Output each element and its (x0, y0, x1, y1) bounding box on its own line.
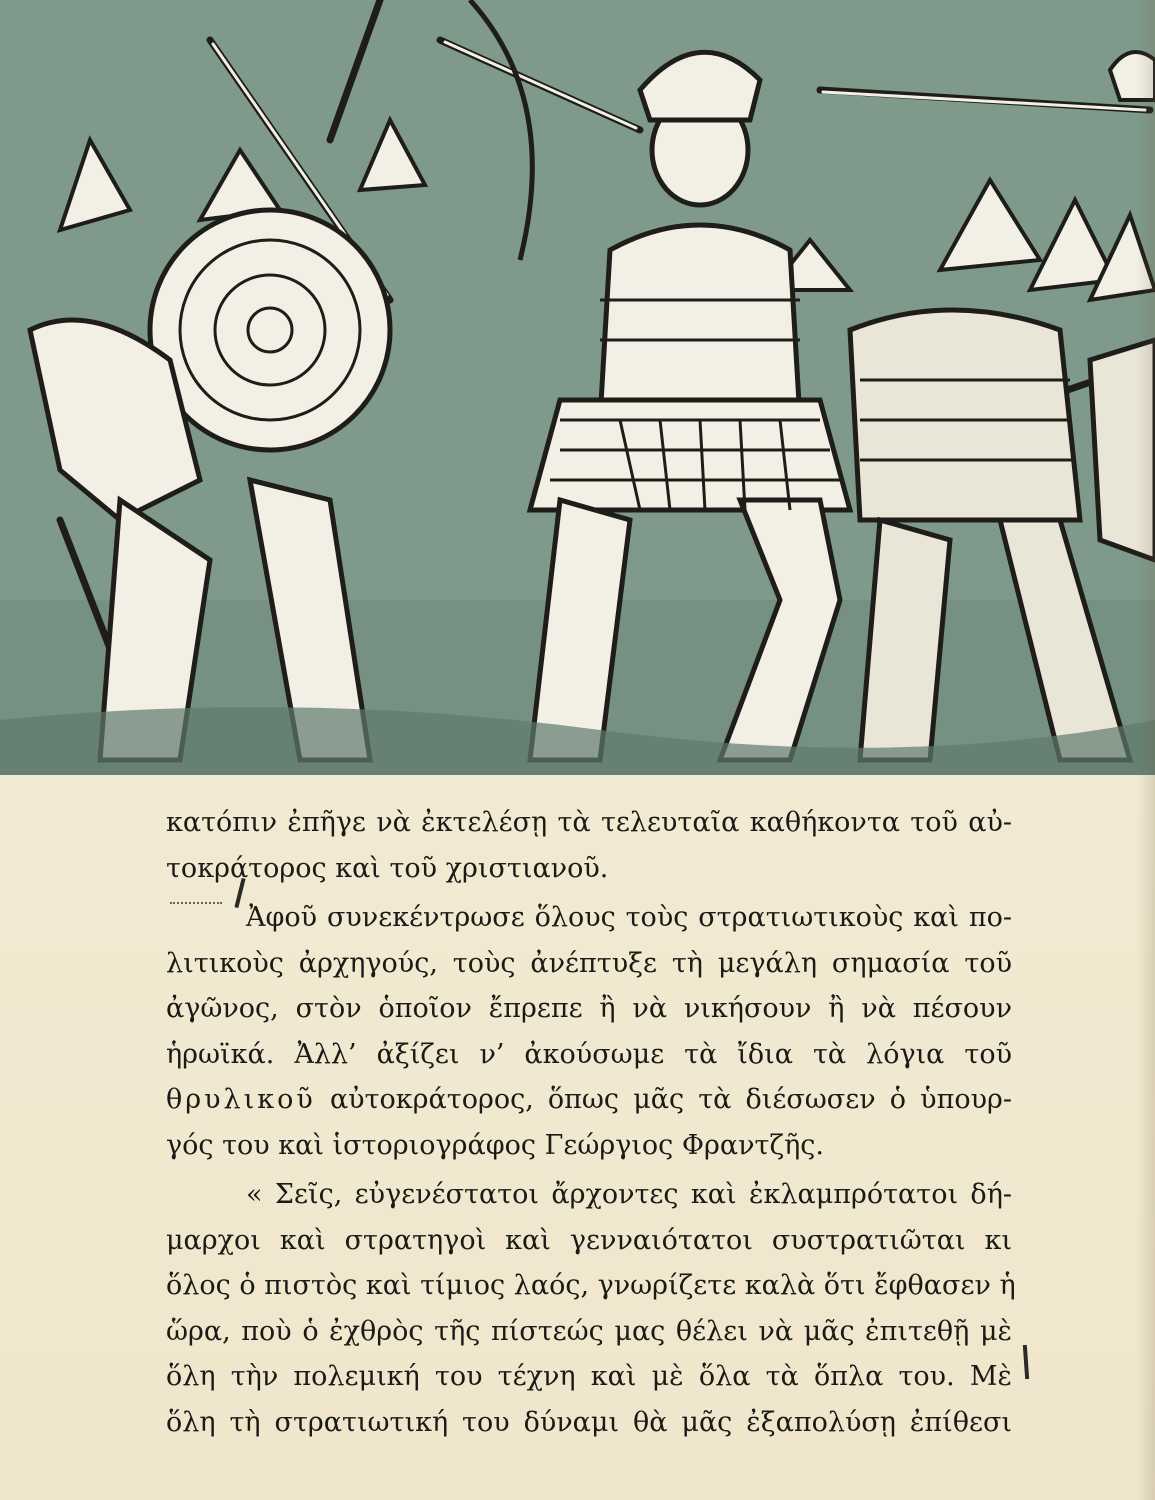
text-line: κατόπιν ἐπῆγε νὰ ἐκτελέσῃ τὰ τελευταῖα καθήκοντα τοῦ αὐ- (166, 807, 1012, 838)
text-line: ὅλος ὁ πιστὸς καὶ τίμιος λαός, γνωρίζετε καλὰ ὅτι ἔφθασεν ἡ (166, 1270, 1016, 1301)
text-line: τοκράτορος καὶ τοῦ χριστιανοῦ. (166, 852, 609, 884)
text-line: ὅλη τὴν πολεμική του τέχνη καὶ μὲ ὅλα τὰ ὅπλα του. Μὲ (166, 1361, 1012, 1392)
text-line: ἀγῶνος, στὸν ὁποῖον ἔπρεπε ἢ νὰ νικήσουν ἢ νὰ πέσουν (166, 993, 1012, 1024)
paragraph-2 (166, 895, 1012, 1168)
paragraph-3 (166, 1172, 1016, 1445)
text-line (166, 1077, 1012, 1123)
body-text (166, 800, 1016, 1445)
text-line: Ἀφοῦ συνεκέντρωσε ὅλους τοὺς στρατιωτικοὺς καὶ πο- (246, 902, 1012, 933)
text-line: ἡρωϊκά. Ἀλλ’ ἀξίζει ν’ ἀκούσωμε τὰ ἴδια τὰ λόγια τοῦ (166, 1038, 1012, 1070)
text-line: λιτικοὺς ἀρχηγούς, τοὺς ἀνέπτυξε τὴ μεγάλη σημασία τοῦ (166, 947, 1012, 979)
text-line: γός του καὶ ἱστοριογράφος Γεώργιος Φραντζῆς. (166, 1129, 824, 1161)
text-line (166, 1172, 1012, 1218)
open-quote: « (246, 1179, 263, 1210)
pencil-mark-right (1023, 1345, 1029, 1379)
text-line-rest: Σεῖς, εὐγενέστατοι ἄρχοντες καὶ ἐκλαμπρότατοι δή- (274, 1179, 1012, 1210)
page-edge-shadow (1137, 0, 1155, 1500)
spaced-word: θρυλικοῦ (166, 1084, 316, 1115)
paragraph-1 (166, 800, 1012, 891)
text-line: ὥρα, ποὺ ὁ ἐχθρὸς τῆς πίστεώς μας θέλει νὰ μᾶς ἐπιτεθῇ μὲ (166, 1315, 1012, 1347)
text-line: μαρχοι καὶ στρατηγοὶ καὶ γενναιότατοι συστρατιῶται κι (166, 1224, 1012, 1256)
text-line: ὅλη τὴ στρατιωτική του δύναμι θὰ μᾶς ἐξαπολύσῃ ἐπίθεσι (166, 1406, 1012, 1438)
text-line-rest: αὐτοκράτορος, ὅπως μᾶς τὰ διέσωσεν ὁ ὑπουρ- (329, 1084, 1012, 1115)
